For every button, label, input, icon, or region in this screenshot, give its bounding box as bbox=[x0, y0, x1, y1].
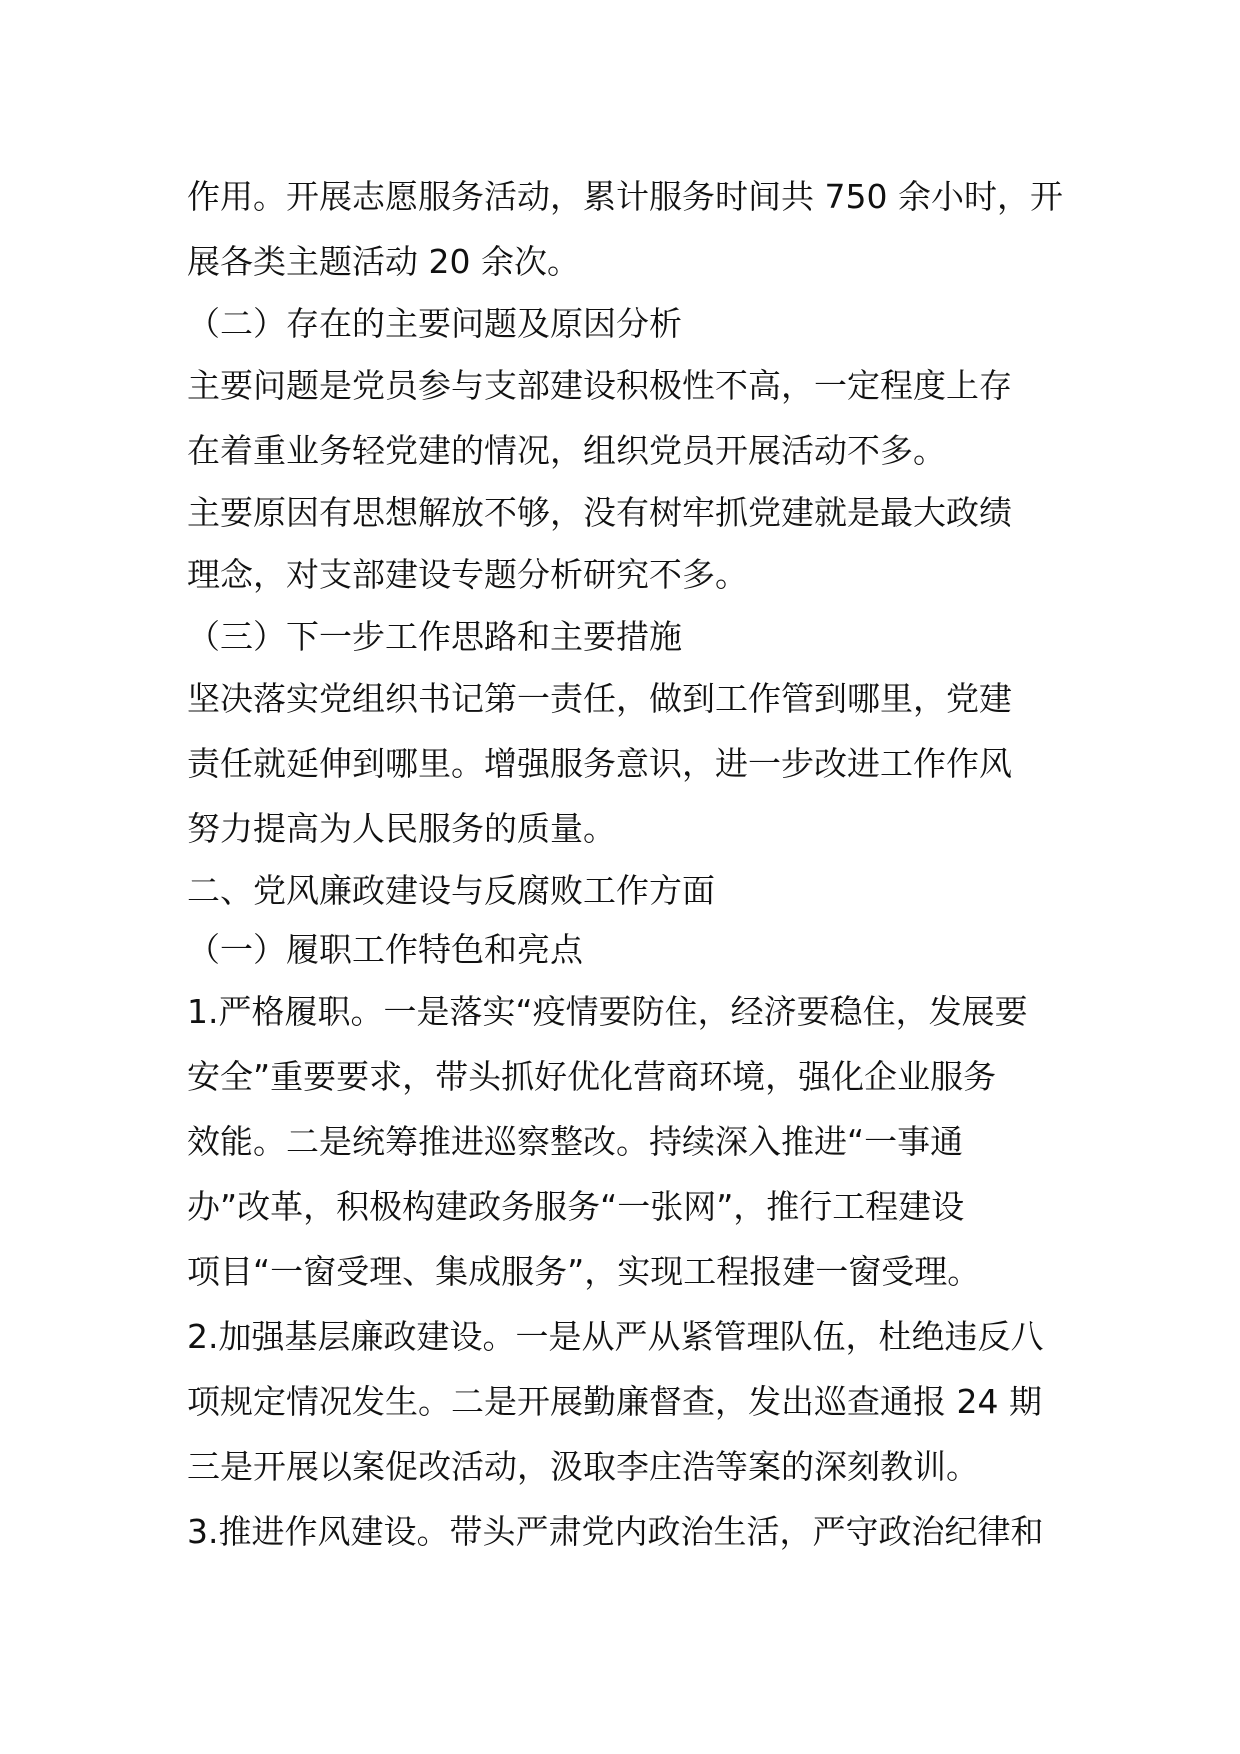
text-line: 2.加强基层廉政建设。一是从严从紧管理队伍，杜绝违反八 bbox=[187, 1317, 1044, 1356]
chapter-heading: 二、党风廉政建设与反腐败工作方面 bbox=[187, 871, 715, 910]
text-line: 办”改革，积极构建政务服务“一张网”，推行工程建设 bbox=[187, 1187, 965, 1226]
text-line: 在着重业务轻党建的情况，组织党员开展活动不多。 bbox=[187, 431, 946, 470]
text-line: 主要问题是党员参与支部建设积极性不高，一定程度上存 bbox=[187, 366, 1012, 405]
text-line: 安全”重要要求，带头抓好优化营商环境，强化企业服务 bbox=[187, 1057, 997, 1096]
text-line: 项规定情况发生。二是开展勤廉督查，发出巡查通报 24 期 bbox=[187, 1382, 1042, 1421]
text-line: 努力提高为人民服务的质量。 bbox=[187, 809, 616, 848]
text-line: 展各类主题活动 20 余次。 bbox=[187, 242, 580, 281]
text-line: 项目“一窗受理、集成服务”，实现工程报建一窗受理。 bbox=[187, 1252, 981, 1291]
text-line: 主要原因有思想解放不够，没有树牢抓党建就是最大政绩 bbox=[187, 493, 1012, 532]
text-line: 3.推进作风建设。带头严肃党内政治生活，严守政治纪律和 bbox=[187, 1512, 1044, 1551]
text-line: 作用。开展志愿服务活动，累计服务时间共 750 余小时，开 bbox=[187, 177, 1063, 216]
text-line: 坚决落实党组织书记第一责任，做到工作管到哪里，党建 bbox=[187, 679, 1012, 718]
section-heading: （三）下一步工作思路和主要措施 bbox=[187, 617, 682, 656]
text-line: 理念，对支部建设专题分析研究不多。 bbox=[187, 555, 748, 594]
document-text-body bbox=[187, 164, 1067, 1564]
text-line: 1.严格履职。一是落实“疫情要防住，经济要稳住，发展要 bbox=[187, 992, 1028, 1031]
text-line: 责任就延伸到哪里。增强服务意识，进一步改进工作作风 bbox=[187, 744, 1012, 783]
text-line: 三是开展以案促改活动，汲取李庄浩等案的深刻教训。 bbox=[187, 1447, 979, 1486]
section-heading: （二）存在的主要问题及原因分析 bbox=[187, 304, 682, 343]
text-line: 效能。二是统筹推进巡察整改。持续深入推进“一事通 bbox=[187, 1122, 964, 1161]
section-heading: （一）履职工作特色和亮点 bbox=[187, 930, 583, 969]
